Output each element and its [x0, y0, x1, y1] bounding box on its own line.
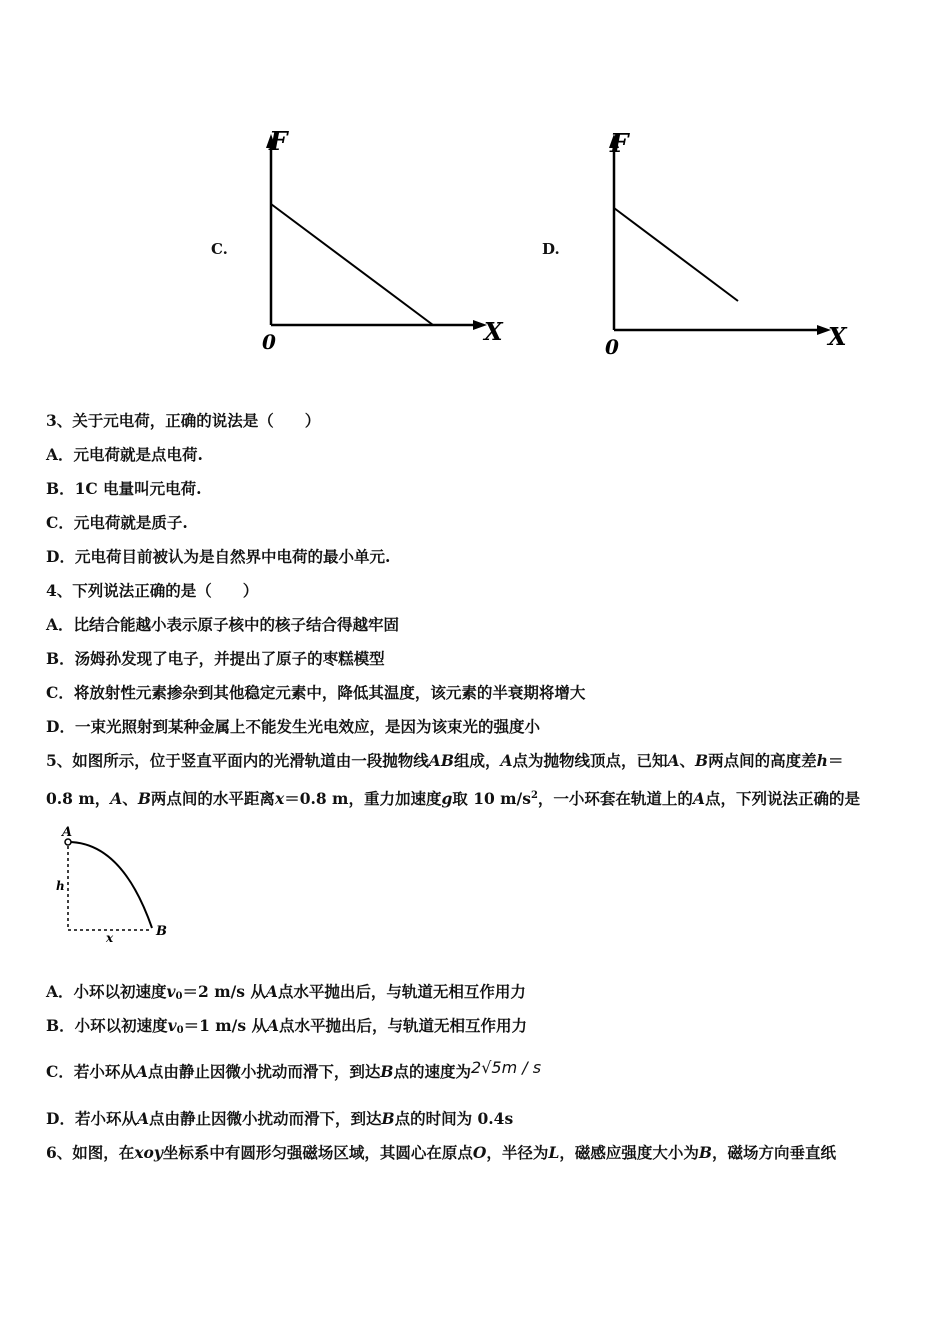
q3-stem: 3、关于元电荷，正确的说法是（ ）: [46, 411, 321, 430]
label-b: B: [156, 924, 167, 939]
label-h: h: [56, 879, 65, 893]
q3-option-c: C．元电荷就是质子.: [46, 513, 188, 532]
q5-stem-line-1: 5、如图所示，位于竖直平面内的光滑轨道由一段抛物线AB组成，A点为抛物线顶点，已知A、B两点间的高度差h＝: [46, 751, 844, 770]
graph-d-origin-label: 0: [605, 335, 619, 359]
track-curve: [68, 842, 152, 928]
graph-c-plot-line: [271, 204, 433, 325]
q4-option-c: C．将放射性元素掺杂到其他稳定元素中，降低其温度，该元素的半衰期将增大: [46, 683, 586, 702]
q4-stem: 4、下列说法正确的是（ ）: [46, 581, 259, 600]
q6-stem: 6、如图，在xoy坐标系中有圆形匀强磁场区域，其圆心在原点O，半径为L，磁感应强度大小为B，磁场方向垂直纸: [46, 1143, 836, 1162]
label-x: x: [106, 931, 114, 945]
graph-c-origin-label: 0: [262, 330, 276, 354]
q4-option-d: D．一束光照射到某种金属上不能发生光电效应，是因为该束光的强度小: [46, 717, 540, 736]
q3-option-d: D．元电荷目前被认为是自然界中电荷的最小单元.: [46, 547, 391, 566]
graph-d: [535, 125, 865, 365]
q5-stem-line-2: 0.8 m，A、B两点间的水平距离x＝0.8 m，重力加速度g取 10 $m/s^2$，一小环套在轨道上的A点，下列说法正确的是: [46, 789, 860, 808]
q5-option-d: D．若小环从A点由静止因微小扰动而滑下，到达B点的时间为 0.4s: [46, 1109, 514, 1128]
graph-c-y-label: F: [269, 127, 288, 157]
q5-track-figure: [52, 820, 182, 945]
q4-option-a: A．比结合能越小表示原子核中的核子结合得越牢固: [46, 615, 400, 634]
q5-option-b: B．小环以初速度$v_0=1$ m/s 从A点水平抛出后，与轨道无相互作用力: [46, 1016, 528, 1036]
q3-option-a: A．元电荷就是点电荷.: [46, 445, 203, 464]
q5-option-a: A．小环以初速度$v_0=2$ m/s 从A点水平抛出后，与轨道无相互作用力: [46, 982, 526, 1002]
graph-c-option-label: C.: [211, 240, 228, 258]
q4-option-b: B．汤姆孙发现了电子，并提出了原子的枣糕模型: [46, 649, 385, 668]
q5-option-c: C．若小环从A点由静止因微小扰动而滑下，到达B点的速度为2√5m / s: [46, 1058, 542, 1081]
graph-d-plot-line: [614, 208, 738, 301]
label-a: A: [62, 825, 73, 840]
q3-option-b: B．1C 电量叫元电荷.: [46, 479, 202, 498]
graph-d-x-label: X: [828, 322, 847, 351]
graph-c-x-label: X: [484, 317, 503, 346]
graph-c: [205, 120, 525, 360]
graph-d-y-label: F: [610, 129, 629, 159]
speed-formula: 2√5m / s: [471, 1058, 542, 1077]
graph-d-option-label: D.: [542, 240, 560, 258]
